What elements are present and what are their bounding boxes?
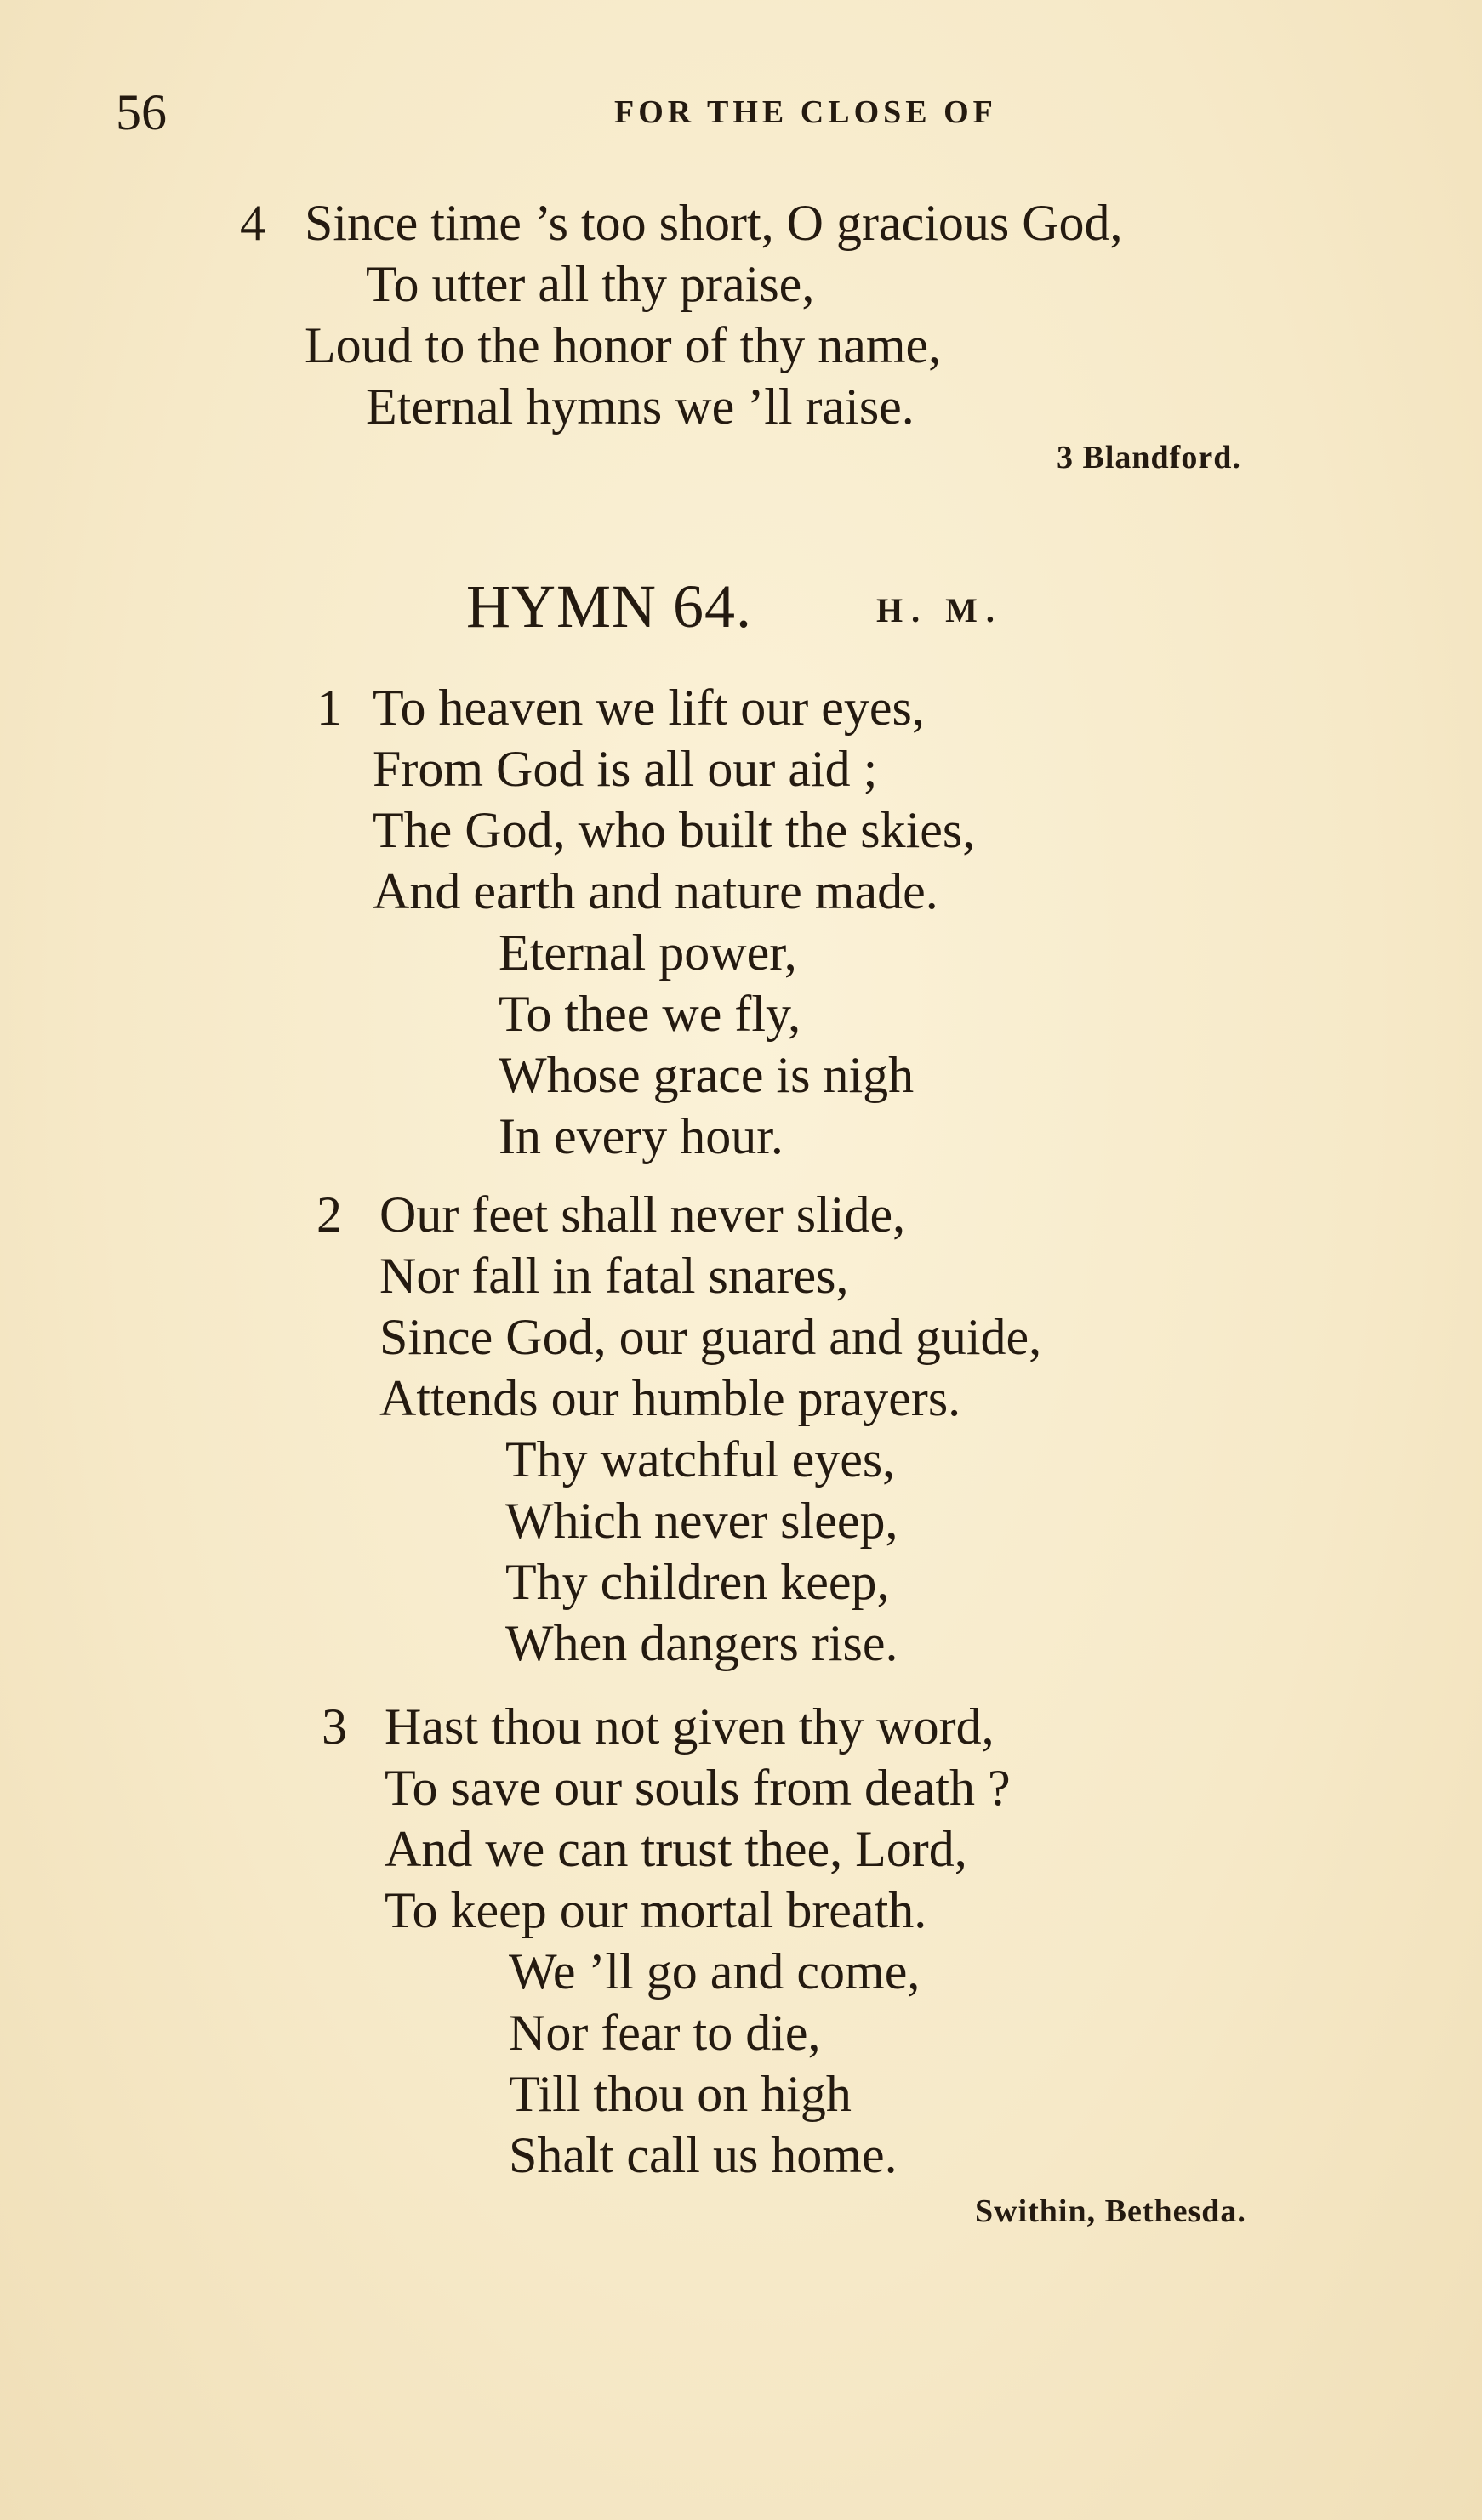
- verse-line: Since God, our guard and guide,: [379, 1309, 1042, 1365]
- verse-line: To save our souls from death ?: [385, 1760, 1011, 1816]
- verse-line: Attends our humble prayers.: [379, 1370, 961, 1426]
- verse-line: Our feet shall never slide,: [379, 1186, 906, 1243]
- verse-line: From God is all our aid ;: [373, 741, 878, 797]
- hymn-title: HYMN 64.: [466, 572, 753, 640]
- tune-reference: Swithin, Bethesda.: [975, 2193, 1246, 2229]
- verse-line: To utter all thy praise,: [366, 256, 815, 312]
- verse-line: Shalt call us home.: [509, 2127, 898, 2183]
- verse-number: 2: [316, 1186, 342, 1243]
- verse-line: Loud to the honor of thy name,: [305, 317, 942, 373]
- tune-reference: 3 Blandford.: [1057, 440, 1241, 475]
- verse-line: When dangers rise.: [505, 1615, 898, 1671]
- verse-line: To heaven we lift our eyes,: [373, 680, 925, 736]
- verse-number: 4: [240, 195, 265, 251]
- verse-line: Eternal hymns we ’ll raise.: [366, 378, 915, 435]
- verse-line: Whose grace is nigh: [499, 1047, 915, 1103]
- verse-line: Which never sleep,: [505, 1493, 898, 1549]
- verse-line: Thy children keep,: [505, 1554, 890, 1610]
- verse-line: Eternal power,: [499, 924, 797, 981]
- running-head: FOR THE CLOSE OF: [614, 94, 997, 130]
- verse-line: In every hour.: [499, 1108, 784, 1164]
- verse-line: To keep our mortal breath.: [385, 1882, 927, 1938]
- verse-line: Nor fall in fatal snares,: [379, 1248, 849, 1304]
- verse-line: We ’ll go and come,: [509, 1943, 921, 2000]
- verse-line: Since time ’s too short, O gracious God,: [305, 195, 1123, 251]
- verse-line: Hast thou not given thy word,: [385, 1698, 995, 1755]
- verse-number: 3: [322, 1698, 347, 1755]
- verse-line: The God, who built the skies,: [373, 802, 976, 858]
- hymn-meter: H. M.: [876, 591, 1003, 629]
- page-number: 56: [116, 84, 167, 140]
- verse-line: To thee we fly,: [499, 986, 801, 1042]
- verse-line: Till thou on high: [509, 2066, 852, 2122]
- verse-line: And we can trust thee, Lord,: [385, 1821, 967, 1877]
- verse-number: 1: [316, 680, 342, 736]
- verse-line: Thy watchful eyes,: [505, 1431, 896, 1488]
- verse-line: And earth and nature made.: [373, 863, 938, 919]
- verse-line: Nor fear to die,: [509, 2005, 821, 2061]
